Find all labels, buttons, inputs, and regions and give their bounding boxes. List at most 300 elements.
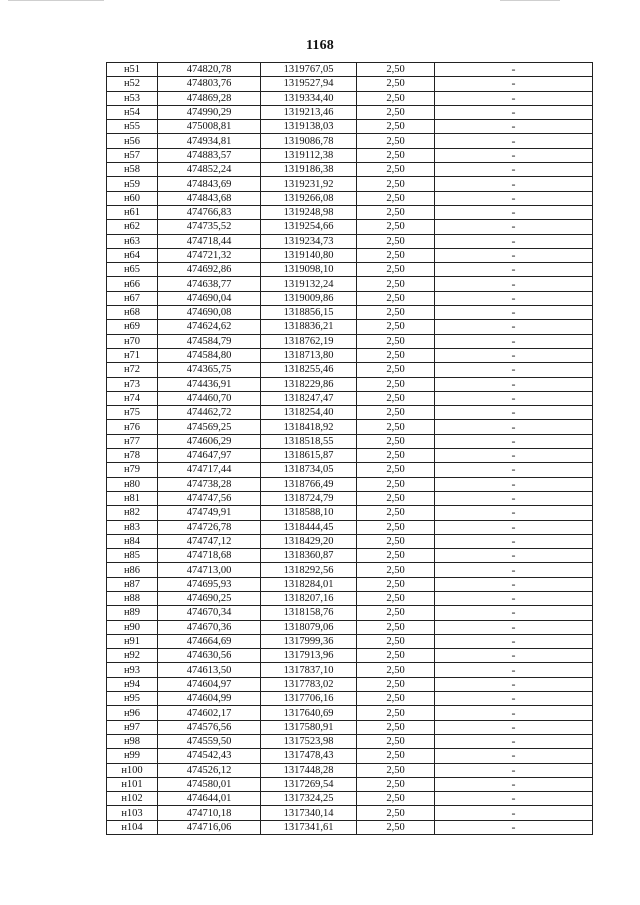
- y-coordinate-cell: 1318360,87: [261, 549, 357, 563]
- x-coordinate-cell: 474602,17: [158, 706, 261, 720]
- note-cell: -: [435, 634, 593, 648]
- y-coordinate-cell: 1319527,94: [261, 77, 357, 91]
- y-coordinate-cell: 1319334,40: [261, 91, 357, 105]
- point-id-cell: н95: [107, 692, 158, 706]
- y-coordinate-cell: 1318158,76: [261, 606, 357, 620]
- table-row: [107, 105, 593, 119]
- x-coordinate-cell: 474803,76: [158, 77, 261, 91]
- point-id-cell: н52: [107, 77, 158, 91]
- note-cell: -: [435, 320, 593, 334]
- point-id-cell: н79: [107, 463, 158, 477]
- x-coordinate-cell: 474436,91: [158, 377, 261, 391]
- point-id-cell: н96: [107, 706, 158, 720]
- x-coordinate-cell: 474718,68: [158, 549, 261, 563]
- y-coordinate-cell: 1318292,56: [261, 563, 357, 577]
- point-id-cell: н66: [107, 277, 158, 291]
- y-coordinate-cell: 1319112,38: [261, 148, 357, 162]
- point-id-cell: н104: [107, 820, 158, 834]
- x-coordinate-cell: 474569,25: [158, 420, 261, 434]
- error-cell: 2,50: [357, 763, 435, 777]
- x-coordinate-cell: 474604,97: [158, 677, 261, 691]
- error-cell: 2,50: [357, 120, 435, 134]
- point-id-cell: н63: [107, 234, 158, 248]
- table-row: [107, 248, 593, 262]
- y-coordinate-cell: 1318429,20: [261, 534, 357, 548]
- table-row: [107, 792, 593, 806]
- y-coordinate-cell: 1319254,66: [261, 220, 357, 234]
- error-cell: 2,50: [357, 520, 435, 534]
- point-id-cell: н68: [107, 306, 158, 320]
- table-row: [107, 749, 593, 763]
- point-id-cell: н84: [107, 534, 158, 548]
- y-coordinate-cell: 1317269,54: [261, 777, 357, 791]
- x-coordinate-cell: 474460,70: [158, 391, 261, 405]
- scan-edge-mark: [500, 0, 560, 1]
- coordinates-table: [106, 62, 593, 835]
- x-coordinate-cell: 474670,34: [158, 606, 261, 620]
- y-coordinate-cell: 1319767,05: [261, 63, 357, 77]
- point-id-cell: н58: [107, 163, 158, 177]
- error-cell: 2,50: [357, 377, 435, 391]
- error-cell: 2,50: [357, 263, 435, 277]
- error-cell: 2,50: [357, 234, 435, 248]
- table-row: [107, 377, 593, 391]
- note-cell: -: [435, 591, 593, 605]
- table-row: [107, 434, 593, 448]
- point-id-cell: н60: [107, 191, 158, 205]
- note-cell: -: [435, 148, 593, 162]
- point-id-cell: н65: [107, 263, 158, 277]
- point-id-cell: н74: [107, 391, 158, 405]
- table-row: [107, 506, 593, 520]
- note-cell: -: [435, 706, 593, 720]
- x-coordinate-cell: 474820,78: [158, 63, 261, 77]
- y-coordinate-cell: 1317706,16: [261, 692, 357, 706]
- x-coordinate-cell: 474716,06: [158, 820, 261, 834]
- y-coordinate-cell: 1317999,36: [261, 634, 357, 648]
- y-coordinate-cell: 1318255,46: [261, 363, 357, 377]
- note-cell: -: [435, 234, 593, 248]
- error-cell: 2,50: [357, 449, 435, 463]
- y-coordinate-cell: 1318284,01: [261, 577, 357, 591]
- x-coordinate-cell: 474766,83: [158, 205, 261, 219]
- table-row: [107, 777, 593, 791]
- note-cell: -: [435, 177, 593, 191]
- table-row: [107, 677, 593, 691]
- y-coordinate-cell: 1319186,38: [261, 163, 357, 177]
- error-cell: 2,50: [357, 205, 435, 219]
- y-coordinate-cell: 1317523,98: [261, 734, 357, 748]
- error-cell: 2,50: [357, 420, 435, 434]
- error-cell: 2,50: [357, 477, 435, 491]
- point-id-cell: н91: [107, 634, 158, 648]
- table-row: [107, 334, 593, 348]
- note-cell: -: [435, 291, 593, 305]
- error-cell: 2,50: [357, 692, 435, 706]
- point-id-cell: н101: [107, 777, 158, 791]
- note-cell: -: [435, 720, 593, 734]
- table-row: [107, 820, 593, 834]
- table-row: [107, 363, 593, 377]
- y-coordinate-cell: 1319086,78: [261, 134, 357, 148]
- note-cell: -: [435, 434, 593, 448]
- x-coordinate-cell: 474559,50: [158, 734, 261, 748]
- y-coordinate-cell: 1319234,73: [261, 234, 357, 248]
- table-row: [107, 606, 593, 620]
- point-id-cell: н92: [107, 649, 158, 663]
- note-cell: -: [435, 334, 593, 348]
- y-coordinate-cell: 1319266,08: [261, 191, 357, 205]
- y-coordinate-cell: 1317913,96: [261, 649, 357, 663]
- x-coordinate-cell: 474749,91: [158, 506, 261, 520]
- error-cell: 2,50: [357, 105, 435, 119]
- table-row: [107, 306, 593, 320]
- note-cell: -: [435, 677, 593, 691]
- x-coordinate-cell: 474738,28: [158, 477, 261, 491]
- x-coordinate-cell: 474365,75: [158, 363, 261, 377]
- note-cell: -: [435, 549, 593, 563]
- error-cell: 2,50: [357, 363, 435, 377]
- error-cell: 2,50: [357, 792, 435, 806]
- point-id-cell: н57: [107, 148, 158, 162]
- note-cell: -: [435, 263, 593, 277]
- x-coordinate-cell: 474735,52: [158, 220, 261, 234]
- point-id-cell: н72: [107, 363, 158, 377]
- x-coordinate-cell: 474644,01: [158, 792, 261, 806]
- error-cell: 2,50: [357, 806, 435, 820]
- x-coordinate-cell: 474526,12: [158, 763, 261, 777]
- table-row: [107, 663, 593, 677]
- x-coordinate-cell: 474934,81: [158, 134, 261, 148]
- point-id-cell: н70: [107, 334, 158, 348]
- error-cell: 2,50: [357, 320, 435, 334]
- x-coordinate-cell: 474462,72: [158, 406, 261, 420]
- x-coordinate-cell: 474843,69: [158, 177, 261, 191]
- y-coordinate-cell: 1317341,61: [261, 820, 357, 834]
- table-row: [107, 634, 593, 648]
- y-coordinate-cell: 1319213,46: [261, 105, 357, 119]
- point-id-cell: н102: [107, 792, 158, 806]
- note-cell: -: [435, 820, 593, 834]
- y-coordinate-cell: 1317340,14: [261, 806, 357, 820]
- point-id-cell: н89: [107, 606, 158, 620]
- table-row: [107, 263, 593, 277]
- note-cell: -: [435, 134, 593, 148]
- point-id-cell: н90: [107, 620, 158, 634]
- table-row: [107, 234, 593, 248]
- y-coordinate-cell: 1319140,80: [261, 248, 357, 262]
- note-cell: -: [435, 220, 593, 234]
- error-cell: 2,50: [357, 549, 435, 563]
- error-cell: 2,50: [357, 148, 435, 162]
- note-cell: -: [435, 649, 593, 663]
- note-cell: -: [435, 663, 593, 677]
- note-cell: -: [435, 477, 593, 491]
- error-cell: 2,50: [357, 663, 435, 677]
- y-coordinate-cell: 1317478,43: [261, 749, 357, 763]
- table-row: [107, 563, 593, 577]
- point-id-cell: н69: [107, 320, 158, 334]
- y-coordinate-cell: 1318836,21: [261, 320, 357, 334]
- note-cell: -: [435, 391, 593, 405]
- x-coordinate-cell: 474670,36: [158, 620, 261, 634]
- error-cell: 2,50: [357, 591, 435, 605]
- note-cell: -: [435, 606, 593, 620]
- note-cell: -: [435, 563, 593, 577]
- y-coordinate-cell: 1318207,16: [261, 591, 357, 605]
- coordinates-table-body: [107, 63, 593, 835]
- error-cell: 2,50: [357, 620, 435, 634]
- x-coordinate-cell: 474584,79: [158, 334, 261, 348]
- table-row: [107, 163, 593, 177]
- table-row: [107, 291, 593, 305]
- y-coordinate-cell: 1319009,86: [261, 291, 357, 305]
- table-row: [107, 620, 593, 634]
- y-coordinate-cell: 1318254,40: [261, 406, 357, 420]
- y-coordinate-cell: 1317324,25: [261, 792, 357, 806]
- note-cell: -: [435, 406, 593, 420]
- error-cell: 2,50: [357, 634, 435, 648]
- table-row: [107, 720, 593, 734]
- x-coordinate-cell: 474630,56: [158, 649, 261, 663]
- table-row: [107, 534, 593, 548]
- y-coordinate-cell: 1318079,06: [261, 620, 357, 634]
- y-coordinate-cell: 1319231,92: [261, 177, 357, 191]
- point-id-cell: н83: [107, 520, 158, 534]
- error-cell: 2,50: [357, 177, 435, 191]
- table-row: [107, 63, 593, 77]
- x-coordinate-cell: 474604,99: [158, 692, 261, 706]
- y-coordinate-cell: 1319138,03: [261, 120, 357, 134]
- note-cell: -: [435, 377, 593, 391]
- x-coordinate-cell: 474624,62: [158, 320, 261, 334]
- table-row: [107, 806, 593, 820]
- point-id-cell: н98: [107, 734, 158, 748]
- x-coordinate-cell: 474883,57: [158, 148, 261, 162]
- error-cell: 2,50: [357, 291, 435, 305]
- x-coordinate-cell: 474580,01: [158, 777, 261, 791]
- point-id-cell: н99: [107, 749, 158, 763]
- x-coordinate-cell: 474664,69: [158, 634, 261, 648]
- x-coordinate-cell: 474713,00: [158, 563, 261, 577]
- x-coordinate-cell: 474638,77: [158, 277, 261, 291]
- error-cell: 2,50: [357, 749, 435, 763]
- y-coordinate-cell: 1318615,87: [261, 449, 357, 463]
- table-row: [107, 549, 593, 563]
- error-cell: 2,50: [357, 734, 435, 748]
- note-cell: -: [435, 306, 593, 320]
- x-coordinate-cell: 474869,28: [158, 91, 261, 105]
- point-id-cell: н77: [107, 434, 158, 448]
- error-cell: 2,50: [357, 491, 435, 505]
- note-cell: -: [435, 363, 593, 377]
- note-cell: -: [435, 348, 593, 362]
- table-row: [107, 177, 593, 191]
- note-cell: -: [435, 205, 593, 219]
- note-cell: -: [435, 692, 593, 706]
- error-cell: 2,50: [357, 306, 435, 320]
- y-coordinate-cell: 1319132,24: [261, 277, 357, 291]
- note-cell: -: [435, 777, 593, 791]
- error-cell: 2,50: [357, 606, 435, 620]
- x-coordinate-cell: 474690,04: [158, 291, 261, 305]
- x-coordinate-cell: 474710,18: [158, 806, 261, 820]
- error-cell: 2,50: [357, 77, 435, 91]
- table-row: [107, 91, 593, 105]
- point-id-cell: н76: [107, 420, 158, 434]
- point-id-cell: н88: [107, 591, 158, 605]
- x-coordinate-cell: 474606,29: [158, 434, 261, 448]
- table-row: [107, 477, 593, 491]
- note-cell: -: [435, 520, 593, 534]
- point-id-cell: н55: [107, 120, 158, 134]
- y-coordinate-cell: 1318588,10: [261, 506, 357, 520]
- point-id-cell: н97: [107, 720, 158, 734]
- y-coordinate-cell: 1318518,55: [261, 434, 357, 448]
- table-row: [107, 706, 593, 720]
- x-coordinate-cell: 474576,56: [158, 720, 261, 734]
- x-coordinate-cell: 474613,50: [158, 663, 261, 677]
- y-coordinate-cell: 1318762,19: [261, 334, 357, 348]
- scan-edge-mark: [8, 0, 104, 1]
- point-id-cell: н62: [107, 220, 158, 234]
- note-cell: -: [435, 120, 593, 134]
- table-row: [107, 220, 593, 234]
- note-cell: -: [435, 191, 593, 205]
- table-row: [107, 277, 593, 291]
- error-cell: 2,50: [357, 677, 435, 691]
- note-cell: -: [435, 506, 593, 520]
- x-coordinate-cell: 474990,29: [158, 105, 261, 119]
- table-row: [107, 205, 593, 219]
- point-id-cell: н81: [107, 491, 158, 505]
- x-coordinate-cell: 474843,68: [158, 191, 261, 205]
- x-coordinate-cell: 474726,78: [158, 520, 261, 534]
- note-cell: -: [435, 763, 593, 777]
- note-cell: -: [435, 792, 593, 806]
- x-coordinate-cell: 474695,93: [158, 577, 261, 591]
- table-row: [107, 406, 593, 420]
- error-cell: 2,50: [357, 506, 435, 520]
- error-cell: 2,50: [357, 534, 435, 548]
- error-cell: 2,50: [357, 563, 435, 577]
- note-cell: -: [435, 577, 593, 591]
- y-coordinate-cell: 1318766,49: [261, 477, 357, 491]
- point-id-cell: н80: [107, 477, 158, 491]
- error-cell: 2,50: [357, 134, 435, 148]
- table-row: [107, 348, 593, 362]
- note-cell: -: [435, 91, 593, 105]
- y-coordinate-cell: 1319098,10: [261, 263, 357, 277]
- table-row: [107, 391, 593, 405]
- x-coordinate-cell: 474647,97: [158, 449, 261, 463]
- error-cell: 2,50: [357, 391, 435, 405]
- note-cell: -: [435, 420, 593, 434]
- point-id-cell: н100: [107, 763, 158, 777]
- point-id-cell: н64: [107, 248, 158, 262]
- point-id-cell: н87: [107, 577, 158, 591]
- table-row: [107, 591, 593, 605]
- error-cell: 2,50: [357, 434, 435, 448]
- error-cell: 2,50: [357, 63, 435, 77]
- point-id-cell: н85: [107, 549, 158, 563]
- x-coordinate-cell: 474690,25: [158, 591, 261, 605]
- y-coordinate-cell: 1317448,28: [261, 763, 357, 777]
- note-cell: -: [435, 277, 593, 291]
- note-cell: -: [435, 77, 593, 91]
- page-number: 1168: [305, 38, 335, 53]
- x-coordinate-cell: 474852,24: [158, 163, 261, 177]
- point-id-cell: н93: [107, 663, 158, 677]
- error-cell: 2,50: [357, 777, 435, 791]
- note-cell: -: [435, 248, 593, 262]
- y-coordinate-cell: 1319248,98: [261, 205, 357, 219]
- note-cell: -: [435, 534, 593, 548]
- x-coordinate-cell: 474718,44: [158, 234, 261, 248]
- error-cell: 2,50: [357, 577, 435, 591]
- y-coordinate-cell: 1318734,05: [261, 463, 357, 477]
- note-cell: -: [435, 749, 593, 763]
- error-cell: 2,50: [357, 248, 435, 262]
- x-coordinate-cell: 474721,32: [158, 248, 261, 262]
- table-row: [107, 491, 593, 505]
- point-id-cell: н103: [107, 806, 158, 820]
- x-coordinate-cell: 474584,80: [158, 348, 261, 362]
- table-row: [107, 320, 593, 334]
- x-coordinate-cell: 474692,86: [158, 263, 261, 277]
- table-row: [107, 463, 593, 477]
- table-row: [107, 420, 593, 434]
- error-cell: 2,50: [357, 163, 435, 177]
- y-coordinate-cell: 1318444,45: [261, 520, 357, 534]
- table-row: [107, 148, 593, 162]
- y-coordinate-cell: 1317580,91: [261, 720, 357, 734]
- note-cell: -: [435, 63, 593, 77]
- table-row: [107, 734, 593, 748]
- error-cell: 2,50: [357, 706, 435, 720]
- table-row: [107, 191, 593, 205]
- point-id-cell: н86: [107, 563, 158, 577]
- y-coordinate-cell: 1318418,92: [261, 420, 357, 434]
- table-row: [107, 649, 593, 663]
- table-row: [107, 134, 593, 148]
- y-coordinate-cell: 1318724,79: [261, 491, 357, 505]
- table-row: [107, 692, 593, 706]
- note-cell: -: [435, 463, 593, 477]
- error-cell: 2,50: [357, 91, 435, 105]
- y-coordinate-cell: 1317783,02: [261, 677, 357, 691]
- y-coordinate-cell: 1318229,86: [261, 377, 357, 391]
- point-id-cell: н78: [107, 449, 158, 463]
- error-cell: 2,50: [357, 220, 435, 234]
- error-cell: 2,50: [357, 334, 435, 348]
- table-row: [107, 577, 593, 591]
- table-row: [107, 77, 593, 91]
- point-id-cell: н75: [107, 406, 158, 420]
- point-id-cell: н59: [107, 177, 158, 191]
- y-coordinate-cell: 1317837,10: [261, 663, 357, 677]
- point-id-cell: н56: [107, 134, 158, 148]
- error-cell: 2,50: [357, 277, 435, 291]
- note-cell: -: [435, 734, 593, 748]
- note-cell: -: [435, 491, 593, 505]
- point-id-cell: н54: [107, 105, 158, 119]
- point-id-cell: н82: [107, 506, 158, 520]
- point-id-cell: н73: [107, 377, 158, 391]
- table-row: [107, 449, 593, 463]
- point-id-cell: н53: [107, 91, 158, 105]
- point-id-cell: н61: [107, 205, 158, 219]
